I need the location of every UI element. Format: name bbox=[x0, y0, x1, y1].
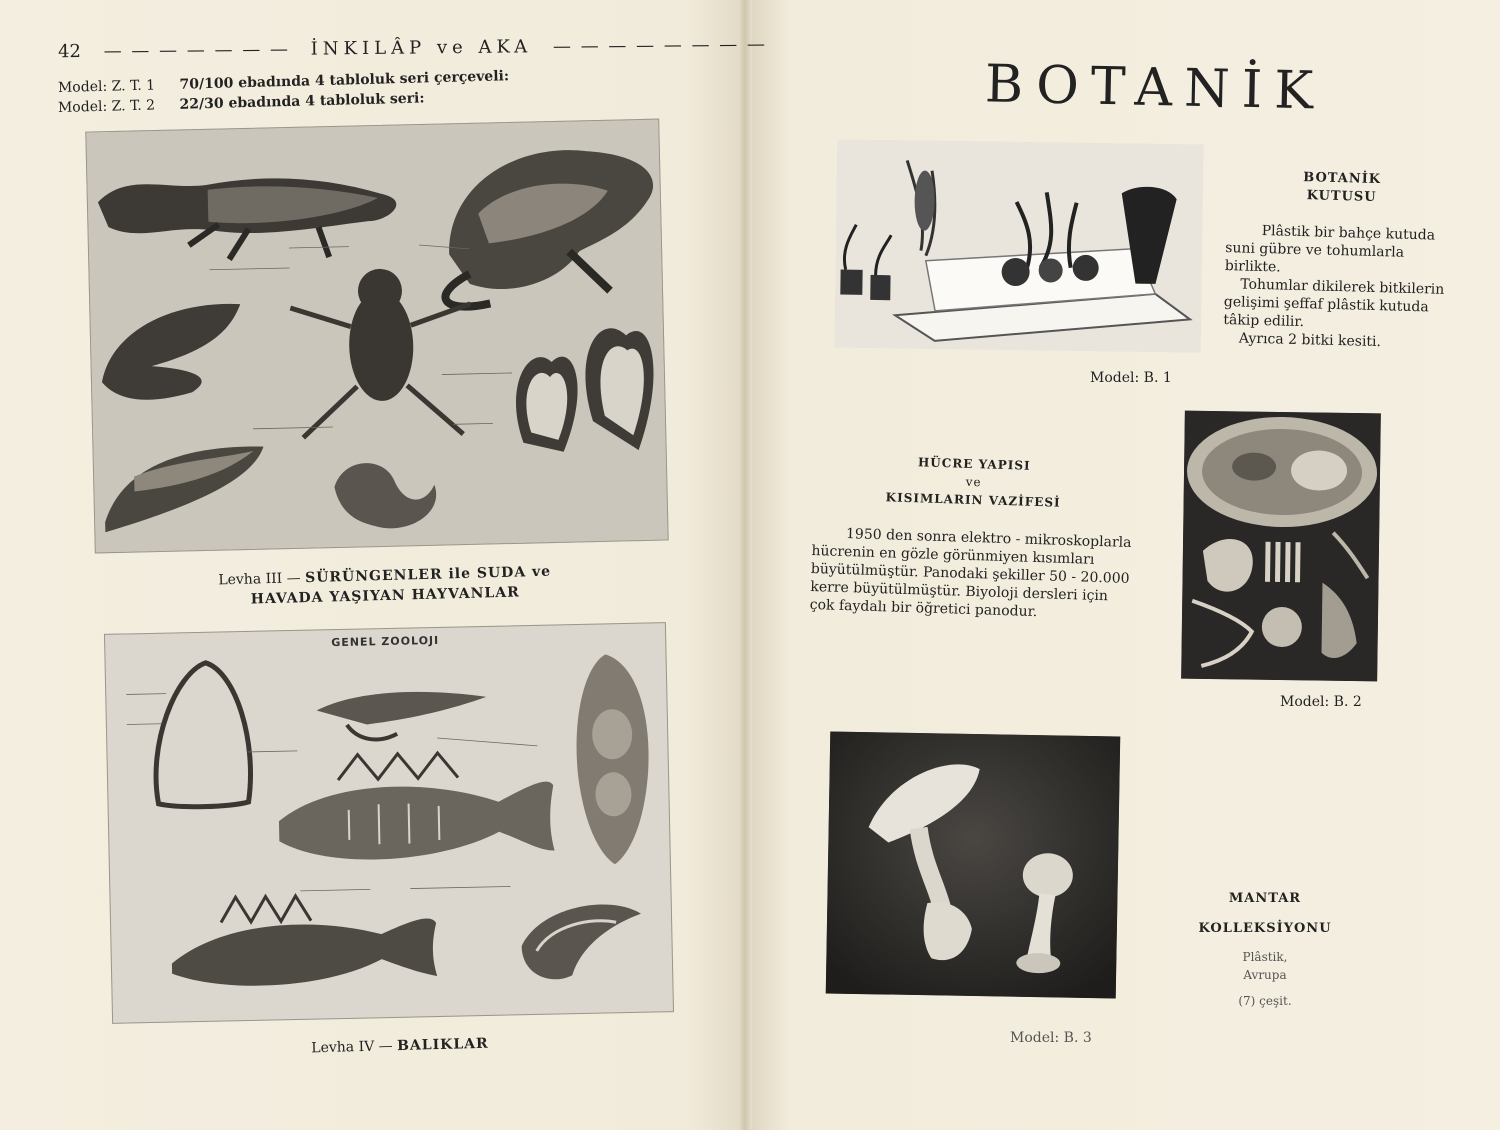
reptiles-illustration bbox=[86, 120, 667, 553]
fish-illustration bbox=[105, 623, 673, 1023]
b1-description bbox=[1223, 167, 1453, 353]
b3-line2: Avrupa bbox=[1243, 968, 1287, 982]
b2-heading-line1: HÜCRE YAPISI bbox=[917, 455, 1031, 473]
b3-line3: (7) çeşit. bbox=[1238, 994, 1292, 1008]
plate-3-caption-prefix: Levha III — bbox=[218, 570, 301, 589]
plate-4-caption-title: BALIKLAR bbox=[396, 1035, 489, 1055]
b3-heading-line1: MANTAR bbox=[1228, 891, 1302, 906]
b2-text: 1950 den sonra elektro - mikroskoplarla hücrenin en gözle görünmiyen kısımları büyütülmüştür. Panodaki şekiller 50 - 20.000 kerre büyütülmüştür. Biyoloji dersleri için çok faydalı bir öğretici panodur. bbox=[809, 526, 1132, 621]
b3-description bbox=[1190, 890, 1340, 1010]
b2-heading bbox=[813, 450, 1135, 514]
b3-model: Model: B. 3 bbox=[1010, 1030, 1092, 1046]
plate-3-caption-line2: HAVADA YAŞIYAN HAYVANLAR bbox=[250, 584, 520, 608]
hucre-yapisi-photo bbox=[1181, 411, 1381, 682]
b3-heading-line2: KOLLEKSİYONU bbox=[1198, 921, 1332, 936]
model-zt1-desc: 70/100 ebadında 4 tabloluk seri çerçeveli: bbox=[179, 68, 510, 93]
b1-text3: Ayrıca 2 bitki kesiti. bbox=[1238, 330, 1382, 351]
b2-model: Model: B. 2 bbox=[1280, 694, 1362, 710]
plate-3-caption-line1: SÜRÜNGENLER ile SUDA ve bbox=[304, 563, 552, 587]
book-spine bbox=[738, 0, 752, 1130]
model-zt2-label: Model: Z. T. 2 bbox=[57, 97, 156, 116]
plant-box-image bbox=[835, 139, 1204, 352]
plate-4-header: GENEL ZOOLOJI bbox=[331, 633, 440, 650]
b2-heading-line3: KISIMLARIN VAZİFESİ bbox=[885, 490, 1061, 510]
plate-4-caption-prefix: Levha IV — bbox=[311, 1038, 393, 1057]
page-title: BOTANİK bbox=[984, 54, 1326, 122]
plate-3-reptiles bbox=[85, 119, 668, 554]
b1-text2: Tohumlar dikilerek bitkilerin gelişimi şeffaf plâstik kutuda tâkip edilir. bbox=[1223, 276, 1445, 331]
page-number: 42 bbox=[57, 41, 82, 63]
mushroom-image bbox=[826, 731, 1121, 998]
plate-4-fish bbox=[104, 622, 674, 1024]
b1-heading bbox=[1266, 168, 1417, 208]
model-zt2-desc: 22/30 ebadında 4 tabloluk seri: bbox=[179, 90, 425, 113]
b1-heading-line2: KUTUSU bbox=[1306, 188, 1377, 205]
b2-heading-line2: ve bbox=[965, 474, 982, 490]
mantar-photo bbox=[826, 731, 1121, 998]
model-zt1-label: Model: Z. T. 1 bbox=[57, 77, 156, 96]
b1-model: Model: B. 1 bbox=[1090, 370, 1172, 386]
b1-text1: Plâstik bir bahçe kutuda suni gübre ve tohumlarla birlikte. bbox=[1224, 223, 1436, 276]
running-head: 42 — — — — — — — İNKILÂP ve AKA — — — — — — — — bbox=[57, 33, 768, 63]
running-head-title: İNKILÂP ve AKA bbox=[310, 36, 533, 60]
b2-description bbox=[810, 450, 1135, 624]
botanik-kutusu-photo bbox=[835, 139, 1204, 352]
cell-structure-image bbox=[1181, 411, 1381, 682]
b1-heading-line1: BOTANİK bbox=[1303, 170, 1382, 188]
b3-line1: Plâstik, bbox=[1242, 950, 1288, 964]
